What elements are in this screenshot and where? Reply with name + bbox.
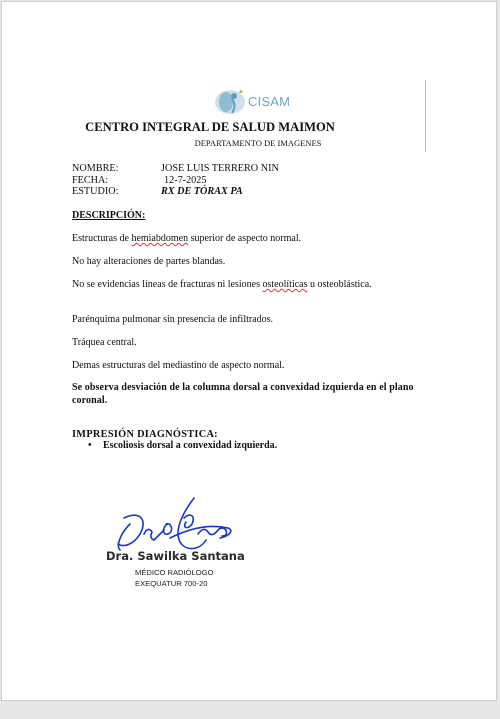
cisam-logo-emblem-icon xyxy=(212,85,252,117)
center-title: CENTRO INTEGRAL DE SALUD MAIMON xyxy=(85,120,335,134)
text-run: u osteoblástica. xyxy=(307,279,372,290)
name-label: NOMBRE: xyxy=(72,163,119,174)
date-value: 12-7-2025 xyxy=(164,175,207,186)
description-paragraph: Parénquima pulmonar sin presencia de infiltrados. xyxy=(72,314,274,325)
text-run: Estructuras de xyxy=(72,233,132,244)
description-paragraph xyxy=(72,233,390,246)
doctor-name: Dra. Sawilka Santana xyxy=(106,549,245,563)
text-run: No se evidencias líneas de fracturas ni lesiones xyxy=(72,279,263,290)
misspelled-word: osteolíticas xyxy=(262,279,308,290)
description-paragraph: Tráquea central. xyxy=(72,337,137,348)
study-label: ESTUDIO: xyxy=(72,186,119,197)
impression-heading: IMPRESIÓN DIAGNÓSTICA: xyxy=(72,429,218,440)
description-heading: DESCRIPCIÓN: xyxy=(72,210,146,221)
text-run: superior de aspecto normal. xyxy=(188,233,302,244)
bullet-icon: • xyxy=(88,440,92,451)
description-paragraph: No hay alteraciones de partes blandas. xyxy=(72,256,226,267)
name-value: JOSE LUIS TERRERO NIN xyxy=(161,163,279,174)
date-label: FECHA: xyxy=(72,175,109,186)
doctor-exequatur: EXEQUATUR 700-20 xyxy=(135,579,208,588)
cisam-logo xyxy=(212,85,292,117)
finding-paragraph: Se observa desviación de la columna dorsal a convexidad izquierda en el plano coronal. xyxy=(72,382,414,406)
description-paragraph xyxy=(72,279,390,292)
misspelled-word: hemiabdomen xyxy=(131,233,189,244)
doctor-role: MÉDICO RADIÓLOGO xyxy=(135,568,214,577)
study-value: RX DE TÓRAX PA xyxy=(161,186,243,197)
impression-item-text: Escoliosis dorsal a convexidad izquierda. xyxy=(103,440,278,451)
description-paragraph: Demas estructuras del mediastino de aspecto normal. xyxy=(72,360,285,371)
logo-text: CISAM xyxy=(248,94,291,109)
document-page xyxy=(1,1,497,701)
department-subtitle: DEPARTAMENTO DE IMAGENES xyxy=(194,138,322,148)
